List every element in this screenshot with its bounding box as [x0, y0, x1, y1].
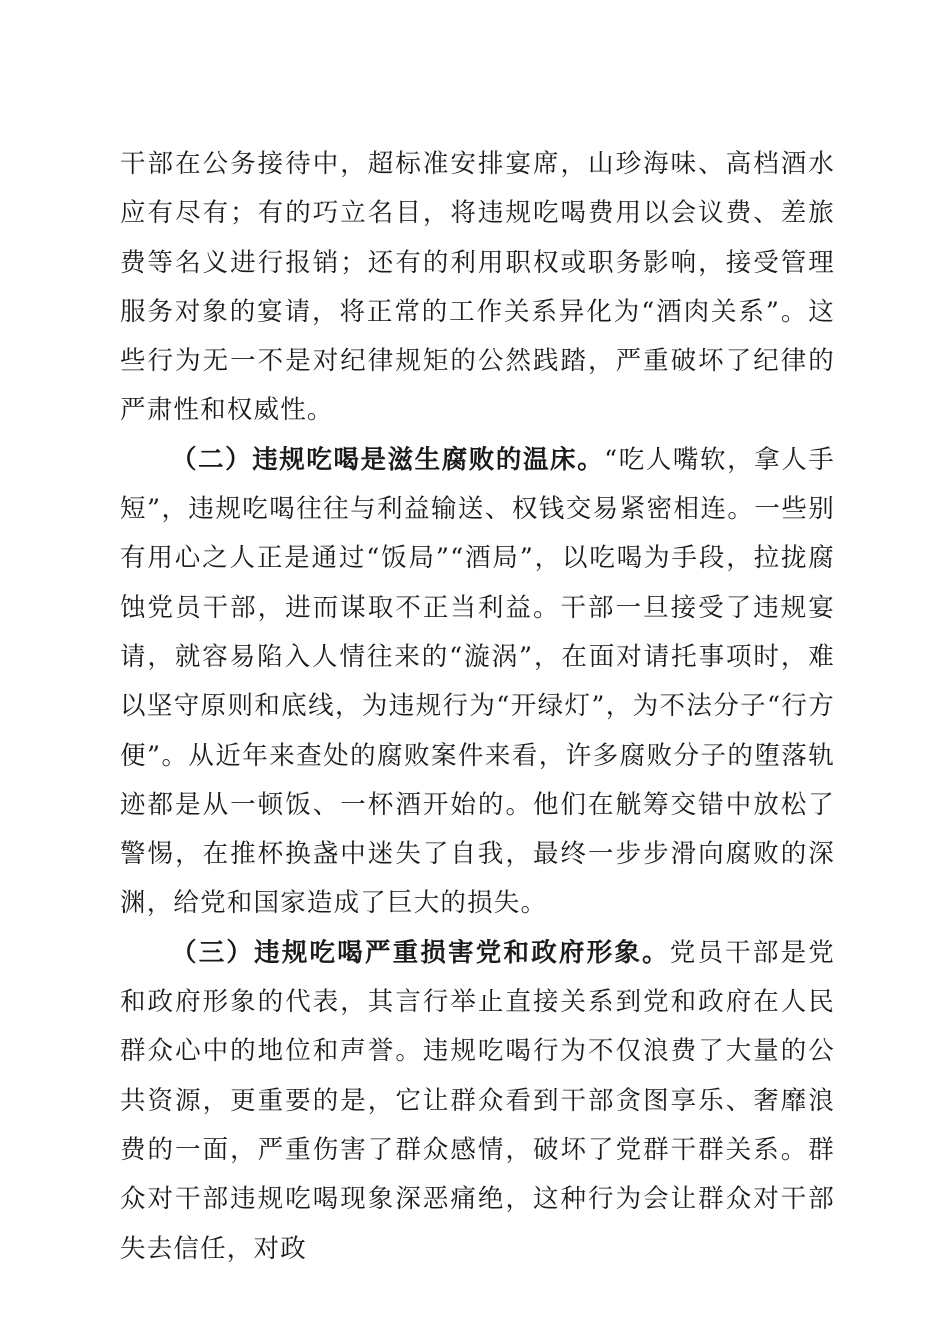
paragraph-section-three — [120, 929, 835, 1274]
section-heading: （二）违规吃喝是滋生腐败的温床。 — [171, 444, 605, 475]
paragraph-body: 党员干部是党和政府形象的代表，其言行举止直接关系到党和政府在人民群众心中的地位和声誉。违规吃喝行为不仅浪费了大量的公共资源，更重要的是，它让群众看到干部贪图享乐、奢靡浪费的一面，严重伤害了群众感情，破坏了党群干群关系。群众对干部违规吃喝现象深恶痛绝，这种行为会让群众对干部失去信任，对政 — [120, 937, 835, 1264]
paragraph-body: “吃人嘴软，拿人手短”，违规吃喝往往与利益输送、权钱交易紧密相连。一些别有用心之人正是通过“饭局”“酒局”，以吃喝为手段，拉拢腐蚀党员干部，进而谋取不正当利益。干部一旦接受了违规宴请，就容易陷入人情往来的“漩涡”，在面对请托事项时，难以坚守原则和底线，为违规行为“开绿灯”，为不法分子“行方便”。从近年来查处的腐败案件来看，许多腐败分子的堕落轨迹都是从一顿饭、一杯酒开始的。他们在觥筹交错中放松了警惕，在推杯换盏中迷失了自我，最终一步步滑向腐败的深渊，给党和国家造成了巨大的损失。 — [120, 444, 835, 919]
paragraph-body: 干部在公务接待中，超标准安排宴席，山珍海味、高档酒水应有尽有；有的巧立名目，将违规吃喝费用以会议费、差旅费等名义进行报销；还有的利用职权或职务影响，接受管理服务对象的宴请，将正常的工作关系异化为“酒肉关系”。这些行为无一不是对纪律规矩的公然践踏，严重破坏了纪律的严肃性和权威性。 — [120, 149, 835, 426]
section-heading: （三）违规吃喝严重损害党和政府形象。 — [171, 937, 670, 968]
document-page — [120, 140, 835, 1274]
paragraph-section-two — [120, 436, 835, 929]
paragraph-continuation — [120, 140, 835, 436]
